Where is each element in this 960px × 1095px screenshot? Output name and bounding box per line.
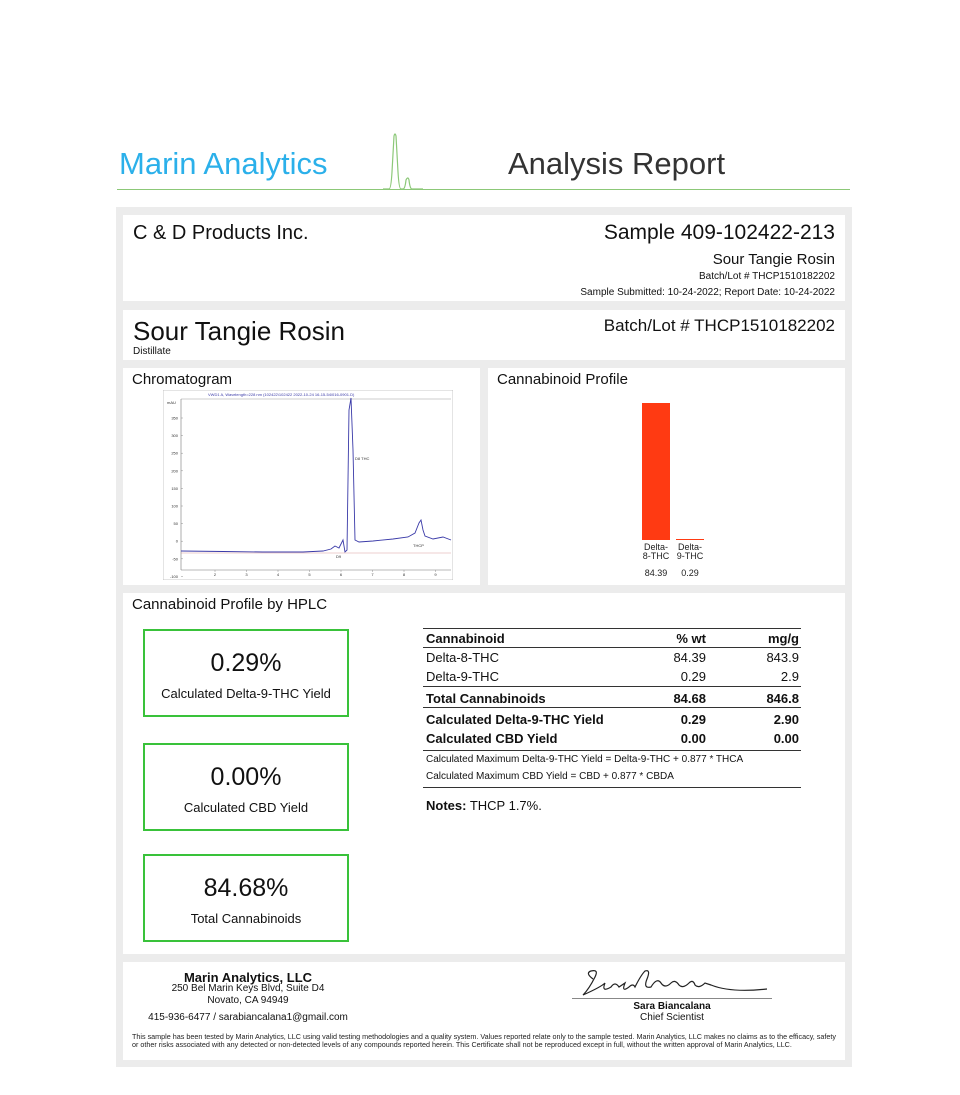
- client-panel: [123, 215, 845, 301]
- x-tick-label: 6: [339, 572, 343, 577]
- notes: [423, 798, 801, 813]
- formula-delta9: Calculated Maximum Delta-9-THC Yield = Delta-9-THC + 0.877 * THCA: [426, 754, 744, 765]
- y-tick-label: 350: [171, 415, 178, 421]
- notes-text: THCP 1.7%.: [466, 798, 542, 813]
- sample-name: Sour Tangie Rosin: [712, 251, 835, 268]
- lab-address-line1: 250 Bel Marin Keys Blvd, Suite D4: [171, 983, 325, 994]
- report-title: Analysis Report: [508, 146, 726, 181]
- product-batch-lot: Batch/Lot # THCP1510182202: [603, 316, 835, 335]
- kpi-label: Calculated CBD Yield: [183, 800, 309, 815]
- cell-pct: 0.29: [680, 669, 706, 684]
- sample-dates: Sample Submitted: 10-24-2022; Report Date: 10-24-2022: [580, 287, 835, 298]
- y-tick-label: -100: [169, 573, 178, 579]
- table-yield-row: [423, 710, 801, 729]
- category-label: Delta-: [677, 542, 703, 552]
- profile-chart-title: Cannabinoid Profile: [497, 371, 628, 388]
- lab-address-line2: Novato, CA 94949: [207, 995, 289, 1006]
- header-mg-g: mg/g: [767, 631, 799, 646]
- cell-pct: 84.68: [673, 691, 706, 706]
- signature-line: [572, 998, 772, 999]
- chromatogram-panel: [123, 368, 480, 585]
- table-row: [423, 667, 801, 686]
- category-label: Delta-: [643, 542, 669, 552]
- cannabinoid-table: [423, 628, 801, 813]
- formula-row: [423, 753, 801, 770]
- cell-mg: 2.9: [780, 669, 799, 684]
- cell-pct: 0.00: [680, 731, 706, 746]
- y-tick-label: 250: [171, 450, 178, 456]
- lab-name: Marin Analytics, LLC: [183, 970, 313, 985]
- chromatogram-header: VWD1 A, Wavelength=228 nm (102422\102422 2022-10-24 16-15-54\016-0901.D): [208, 392, 355, 397]
- notes-label: Notes:: [426, 798, 467, 813]
- y-tick-label: 100: [171, 503, 178, 509]
- kpi-value: 0.29%: [210, 649, 282, 677]
- formula-row: [423, 770, 801, 788]
- signer-name: Sara Biancalana: [633, 1001, 711, 1012]
- cell-name: Calculated CBD Yield: [426, 731, 558, 746]
- category-label: 9-THC: [676, 551, 704, 561]
- x-tick-label: 2: [213, 572, 217, 577]
- y-unit-label: mAU: [167, 400, 176, 405]
- sample-id: Sample 409-102422-213: [603, 221, 835, 244]
- x-tick-label: 9: [434, 572, 437, 577]
- y-tick-label: 150: [171, 485, 178, 491]
- chromatogram-title: Chromatogram: [132, 371, 233, 388]
- value-label: 84.39: [644, 568, 668, 578]
- cell-name: Delta-9-THC: [426, 669, 499, 684]
- table-header-row: [423, 628, 801, 648]
- header-rule: [117, 189, 850, 190]
- signer-title: Chief Scientist: [640, 1012, 704, 1023]
- kpi-label: Total Cannabinoids: [190, 911, 302, 926]
- x-tick-label: 5: [308, 572, 311, 577]
- kpi-value: 0.00%: [210, 763, 282, 791]
- y-tick-label: 200: [171, 468, 178, 474]
- kpi-cbd-yield: [143, 743, 349, 831]
- cell-mg: 2.90: [773, 712, 799, 727]
- peak-label-d9: D9: [336, 554, 342, 559]
- y-tick-label: -50: [172, 556, 178, 562]
- disclaimer: This sample has been tested by Marin Analytics, LLC using valid testing methodologies and a quality system. Values reported relate only to the sample tested. Marin Analytics, LLC makes no claims as to the efficacy, safety or other risks associated with any detected or non-detected levels of any compounds reported herein. This Certificate shall not be reproduced except in full, without the written approval of Marin Analytics, LLC.: [132, 1032, 836, 1049]
- formula-cbd: Calculated Maximum CBD Yield = CBD + 0.877 * CBDA: [426, 771, 674, 782]
- product-type: Distillate: [133, 346, 171, 357]
- cell-mg: 846.8: [766, 691, 799, 706]
- header-cannabinoid: Cannabinoid: [426, 631, 505, 646]
- profile-bar-chart: [628, 398, 728, 583]
- cell-mg: 843.9: [766, 650, 799, 665]
- hplc-panel: [123, 593, 845, 954]
- signature: [571, 967, 771, 999]
- hplc-title: Cannabinoid Profile by HPLC: [132, 596, 328, 613]
- sample-batch-lot: Batch/Lot # THCP1510182202: [698, 271, 835, 282]
- footer-panel: [123, 962, 845, 1060]
- bar-delta-9-thc: [676, 539, 704, 540]
- table-total-row: [423, 686, 801, 708]
- cell-pct: 84.39: [673, 650, 706, 665]
- header-pct-wt: % wt: [676, 631, 706, 646]
- cell-mg: 0.00: [773, 731, 799, 746]
- bar-delta-8-thc: [642, 403, 670, 540]
- table-yield-row: [423, 729, 801, 751]
- x-tick-label: 7: [371, 572, 374, 577]
- product-panel: [123, 310, 845, 360]
- y-tick-label: 50: [173, 521, 178, 527]
- category-label: 8-THC: [642, 551, 670, 561]
- y-tick-label: 300: [171, 433, 178, 439]
- lab-contact: 415-936-6477 / sarabiancalana1@gmail.com: [148, 1012, 348, 1023]
- kpi-delta9-yield: [143, 629, 349, 717]
- peak-label-d8-thc: D8 THC: [355, 456, 370, 461]
- y-tick-label: 0: [175, 538, 178, 544]
- kpi-label: Calculated Delta-9-THC Yield: [161, 686, 331, 701]
- client-name: C & D Products Inc.: [133, 222, 309, 244]
- peak-label-thcp: THCP: [413, 543, 424, 548]
- cell-name: Delta-8-THC: [426, 650, 499, 665]
- product-name: Sour Tangie Rosin: [133, 316, 345, 346]
- cannabinoid-profile-panel: [488, 368, 845, 585]
- kpi-value: 84.68%: [203, 874, 289, 902]
- value-label: 0.29: [681, 568, 699, 578]
- x-tick-label: 8: [402, 572, 406, 577]
- brand-name: Marin Analytics: [119, 146, 328, 181]
- cell-name: Total Cannabinoids: [426, 691, 546, 706]
- x-tick-label: 4: [276, 572, 280, 577]
- chromatogram-plot: [163, 390, 453, 580]
- table-row: [423, 648, 801, 667]
- chromatogram-peak-logo: [383, 132, 423, 192]
- x-tick-label: 3: [245, 572, 248, 577]
- cell-pct: 0.29: [680, 712, 706, 727]
- cell-name: Calculated Delta-9-THC Yield: [426, 712, 604, 727]
- kpi-total-cannabinoids: [143, 854, 349, 942]
